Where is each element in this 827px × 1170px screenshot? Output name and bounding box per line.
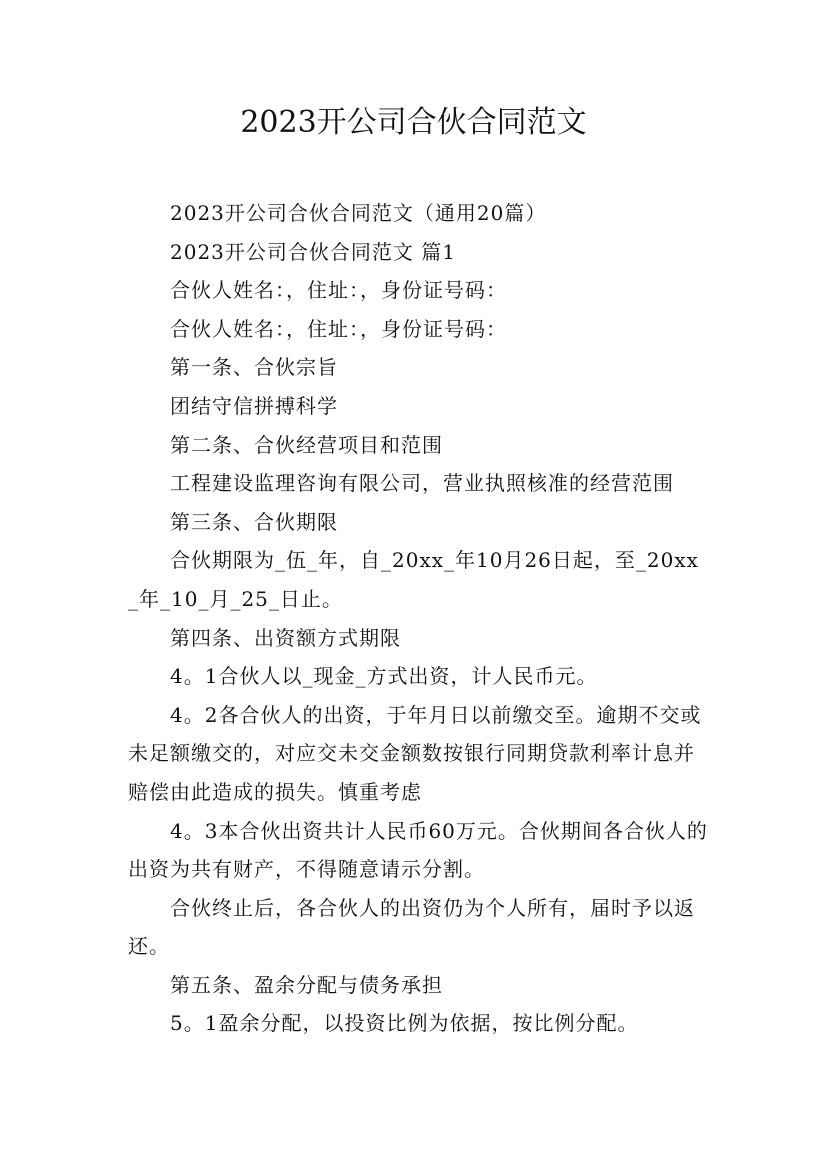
paragraph-article-5: 第五条、盈余分配与债务承担: [170, 972, 443, 997]
paragraph-clause-4-1: 4。1合伙人以_现金_方式出资，计人民币元。: [170, 664, 598, 689]
paragraph-clause-5-1: 5。1盈余分配，以投资比例为依据，按比例分配。: [170, 1011, 639, 1036]
paragraph-article-4: 第四条、出资额方式期限: [170, 625, 401, 650]
paragraph-article-2-body: 工程建设监理咨询有限公司，营业执照核准的经营范围: [170, 471, 674, 496]
paragraph-clause-4-2: 4。2各合伙人的出资，于年月日以前缴交至。逾期不交或未足额缴交的，对应交未交金额数按银行同期贷款利率计息并赔偿由此造成的损失。慎重考虑: [128, 702, 702, 804]
paragraph-clause-4-3: 4。3本合伙出资共计人民币60万元。合伙期间各合伙人的出资为共有财产，不得随意请示分割。: [128, 818, 708, 882]
paragraph-article-3: 第三条、合伙期限: [170, 509, 338, 534]
document-title: 2023开公司合伙合同范文: [240, 105, 587, 140]
paragraph-section-heading: 2023开公司合伙合同范文 篇1: [170, 239, 456, 264]
paragraph-subtitle: 2023开公司合伙合同范文（通用20篇）: [170, 201, 547, 225]
paragraph-termination: 合伙终止后，各合伙人的出资仍为个人所有，届时予以返还。: [128, 895, 695, 959]
paragraph-partner-2: 合伙人姓名：，住址：，身份证号码：: [170, 316, 507, 341]
document-body: [128, 194, 708, 1043]
paragraph-article-1-body: 团结守信拼搏科学: [170, 393, 338, 418]
paragraph-article-1: 第一条、合伙宗旨: [170, 355, 338, 380]
paragraph-article-3-body: 合伙期限为_伍_年，自_20xx_年10月26日起，至_20xx_年_10_月_25_日止。: [128, 548, 699, 611]
paragraph-article-2: 第二条、合伙经营项目和范围: [170, 432, 443, 457]
paragraph-partner-1: 合伙人姓名：，住址：，身份证号码：: [170, 278, 507, 303]
